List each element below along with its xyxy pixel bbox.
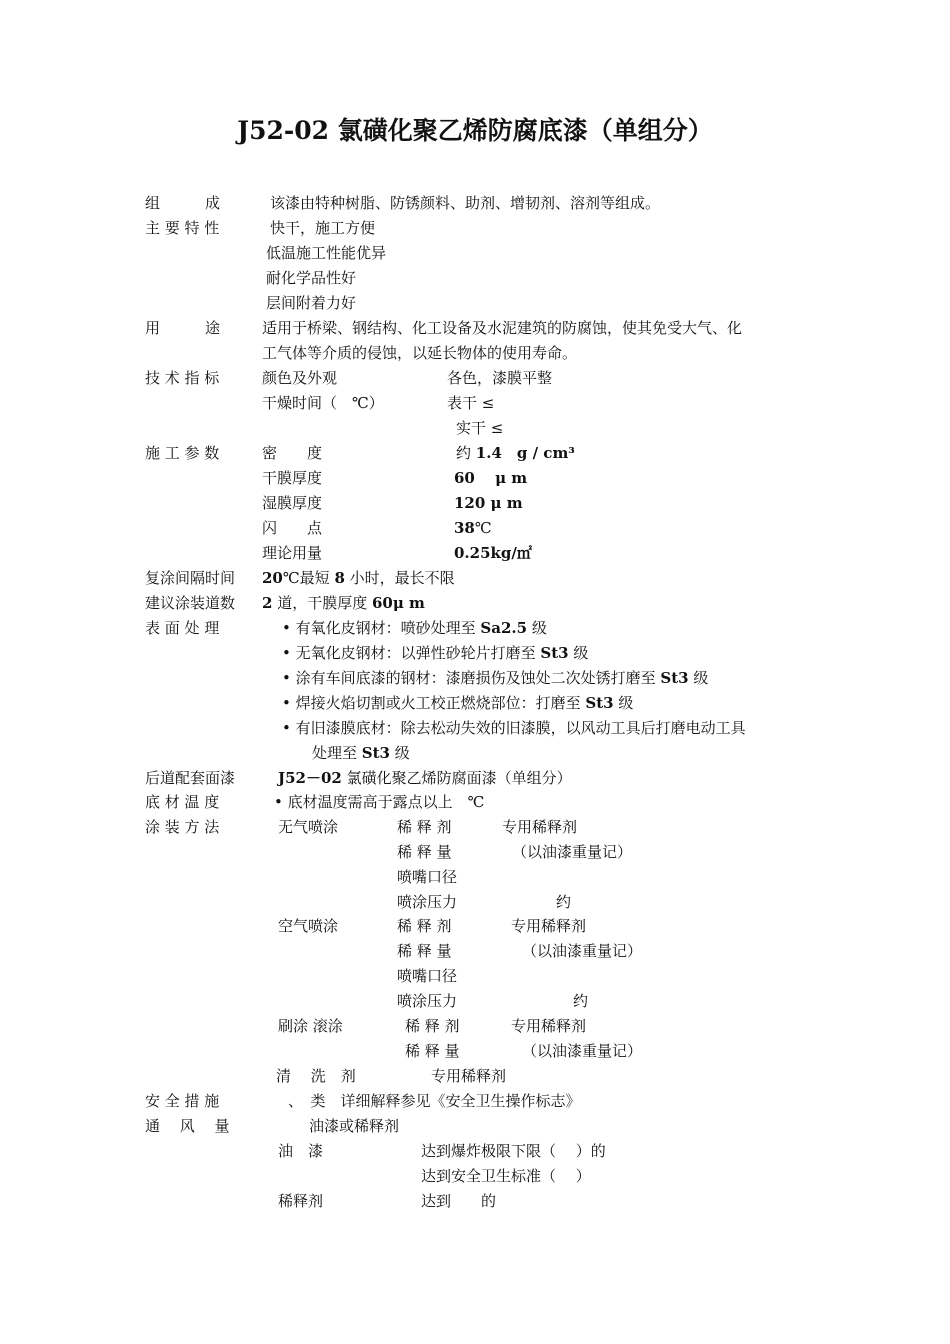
- surface-item-text: • 涂有车间底漆的钢材：漆磨损伤及蚀处二次处锈打磨至: [282, 669, 661, 687]
- safety-text: 、 类 详细解释参见《安全卫生操作标志》: [288, 1092, 581, 1110]
- ventilation-thinner-label: 稀释剂: [278, 1192, 324, 1210]
- surface-item-cont: [312, 743, 410, 763]
- composition-text: 该漆由特种树脂、防锈颜料、助剂、增韧剂、溶剂等组成。: [270, 194, 661, 212]
- coats-text: [262, 593, 425, 613]
- dft-name: 干膜厚度: [262, 469, 323, 487]
- amount-value: （以油漆重量记）: [522, 942, 643, 960]
- tech-color-value: 各色，漆膜平整: [447, 369, 553, 387]
- surface-grade: St3: [585, 694, 614, 712]
- surface-item: • 有旧漆膜底材：除去松动失效的旧漆膜，以风动工具后打磨电动工具: [282, 719, 746, 737]
- surface-grade: St3: [361, 744, 390, 762]
- nozzle-label: 喷嘴口径: [397, 868, 458, 886]
- surface-item: [282, 693, 633, 713]
- thinner-value: 专用稀释剂: [511, 1017, 587, 1035]
- ventilation-paint-l1: 达到爆炸极限下限（ ）的: [421, 1142, 606, 1160]
- surface-grade: Sa2.5: [480, 619, 528, 637]
- recoat-label: 复涂间隔时间: [145, 569, 236, 587]
- thinner-label: 稀 释 剂: [405, 1017, 460, 1035]
- usage-line: 适用于桥梁、钢结构、化工设备及水泥建筑的防腐蚀，使其免受大气、化: [262, 319, 743, 337]
- ventilation-thinner-l1: 达到 的: [421, 1192, 497, 1210]
- flash-number: 38: [454, 519, 475, 537]
- ventilation-paint-label: 油 漆: [278, 1142, 324, 1160]
- composition-label: 组 成: [145, 194, 221, 212]
- wft-value: 120 μ m: [454, 494, 523, 512]
- thinner-label: 稀 释 剂: [397, 818, 452, 836]
- usage-amount-name: 理论用量: [262, 544, 323, 562]
- pressure-label: 喷涂压力: [397, 893, 458, 911]
- pressure-value: 约: [573, 992, 589, 1010]
- ventilation-paint-l2: 达到安全卫生标准（ ）: [421, 1167, 591, 1185]
- topcoat-code: J52－02: [278, 769, 342, 787]
- method-airless: 无气喷涂: [278, 818, 339, 836]
- surface-item: [282, 668, 708, 688]
- amount-value: （以油漆重量记）: [522, 1042, 643, 1060]
- tech-dry-name: 干燥时间（ ℃）: [262, 394, 384, 412]
- thinner-label: 稀 释 剂: [397, 917, 452, 935]
- usage-amount-value: 0.25kg/㎡: [454, 544, 532, 562]
- method-air: 空气喷涂: [278, 917, 339, 935]
- topcoat-name: 氯磺化聚乙烯防腐面漆（单组分）: [341, 769, 572, 787]
- density-value: [456, 443, 575, 463]
- tech-label: 技 术 指 标: [145, 369, 220, 387]
- amount-label: 稀 释 量: [405, 1042, 460, 1060]
- coats-dft: 60μ m: [371, 594, 425, 612]
- density-number: 1.4 g / cm³: [475, 444, 575, 462]
- tech-dry-hard: 实干 ≤: [456, 419, 504, 437]
- surface-item-suffix: 级: [568, 644, 589, 662]
- surface-item: [282, 618, 547, 638]
- surface-grade: St3: [660, 669, 689, 687]
- amount-value: （以油漆重量记）: [512, 843, 633, 861]
- surface-item: [282, 643, 588, 663]
- recoat-text-2: 小时，最长不限: [344, 569, 455, 587]
- ventilation-label: 通 风 量: [145, 1117, 230, 1135]
- pressure-label: 喷涂压力: [397, 992, 458, 1010]
- flash-unit: ℃: [474, 519, 492, 537]
- amount-label: 稀 释 量: [397, 843, 452, 861]
- cleaner-value: 专用稀释剂: [431, 1067, 507, 1085]
- substrate-label: 底 材 温 度: [145, 793, 220, 811]
- recoat-text-1: ℃最短: [282, 569, 335, 587]
- features-label: 主 要 特 性: [145, 219, 220, 237]
- recoat-text: [262, 568, 455, 588]
- coats-number: 2: [262, 594, 273, 612]
- recoat-temp: 20: [262, 569, 283, 587]
- topcoat-label: 后道配套面漆: [145, 769, 236, 787]
- coats-text-1: 道，干膜厚度: [272, 594, 372, 612]
- feature-item: 层间附着力好: [266, 294, 357, 312]
- dft-value: 60 μ m: [454, 469, 528, 487]
- surface-grade: St3: [540, 644, 569, 662]
- surface-item-text: • 无氧化皮钢材：以弹性砂轮片打磨至: [282, 644, 541, 662]
- substrate-text: • 底材温度需高于露点以上 ℃: [274, 793, 485, 811]
- ventilation-sub: 油漆或稀释剂: [309, 1117, 400, 1135]
- tech-color-name: 颜色及外观: [262, 369, 338, 387]
- pressure-value: 约: [556, 893, 572, 911]
- feature-item: 耐化学品性好: [266, 269, 357, 287]
- density-prefix: 约: [456, 444, 472, 462]
- surface-item-suffix: 级: [527, 619, 547, 637]
- feature-item: 低温施工性能优异: [266, 244, 387, 262]
- coats-label: 建议涂装道数: [145, 594, 236, 612]
- surface-item-suffix: 级: [613, 694, 634, 712]
- surface-label: 表 面 处 理: [145, 619, 220, 637]
- page-title: J52-02 氯磺化聚乙烯防腐底漆（单组分）: [237, 116, 713, 145]
- safety-label: 安 全 措 施: [145, 1092, 220, 1110]
- method-brush: 刷涂 滚涂: [278, 1017, 343, 1035]
- usage-label: 用 途: [145, 319, 221, 337]
- flash-name: 闪 点: [262, 519, 323, 537]
- usage-line: 工气体等介质的侵蚀，以延长物体的使用寿命。: [262, 344, 578, 362]
- tech-dry-surface: 表干 ≤: [447, 394, 495, 412]
- nozzle-label: 喷嘴口径: [397, 967, 458, 985]
- amount-label: 稀 释 量: [397, 942, 452, 960]
- surface-item-text: • 焊接火焰切割或火工校正燃烧部位：打磨至: [282, 694, 586, 712]
- wft-name: 湿膜厚度: [262, 494, 323, 512]
- flash-value: [454, 518, 492, 538]
- params-label: 施 工 参 数: [145, 444, 220, 462]
- thinner-value: 专用稀释剂: [502, 818, 578, 836]
- surface-item-text: • 有氧化皮钢材：喷砂处理至: [282, 619, 481, 637]
- thinner-value: 专用稀释剂: [511, 917, 587, 935]
- recoat-hours: 8: [334, 569, 345, 587]
- density-name: 密 度: [262, 444, 323, 462]
- surface-item-text: 处理至: [312, 744, 362, 762]
- topcoat-text: [278, 768, 572, 788]
- cleaner-label: 清 洗 剂: [276, 1067, 356, 1085]
- method-label: 涂 装 方 法: [145, 818, 220, 836]
- surface-item-suffix: 级: [688, 669, 709, 687]
- surface-item-suffix: 级: [389, 744, 410, 762]
- feature-item: 快干，施工方便: [270, 219, 376, 237]
